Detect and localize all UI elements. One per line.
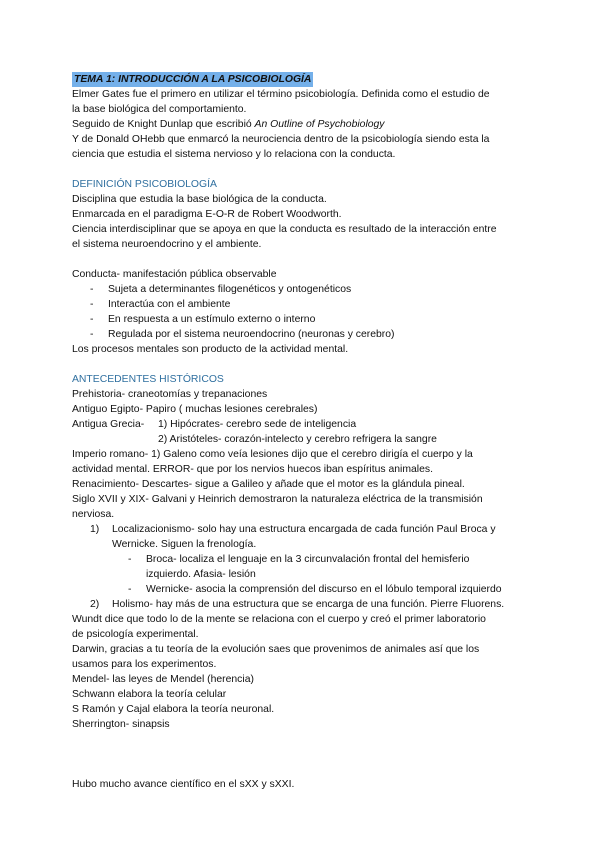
grecia-item: 1) Hipócrates- cerebro sede de inteligencia [158,419,357,430]
ramon-line: S Ramón y Cajal elabora la teoría neuronal. [72,704,275,715]
page-title: TEMA 1: INTRODUCCIÓN A LA PSICOBIOLOGÍA [74,74,312,85]
spacer [72,252,532,267]
list-item [72,297,532,312]
darwin-line: Darwin, gracias a tu teoría de la evolución saes que provenimos de animales así que los [72,644,480,655]
number-marker: 2) [90,599,100,610]
sub-list-item-continuation: izquierdo. Afasia- lesión [146,569,256,580]
numbered-item [72,522,532,537]
definicion-line: el sistema neuroendocrino y el ambiente. [72,239,262,250]
list-item [72,282,532,297]
sherrington-line: Sherrington- sinapsis [72,719,170,730]
bullet-dash: - [90,299,94,310]
intro-line [72,117,532,132]
siglo-line: nerviosa. [72,509,115,520]
intro-line: la base biológica del comportamiento. [72,104,247,115]
imperio-line: Imperio romano- 1) Galeno como veía lesiones dijo que el cerebro dirigía el cuerpo y la [72,449,473,460]
sub-list-item-text: Broca- localiza el lenguaje en la 3 circunvalación frontal del hemisferio [146,554,470,565]
intro-line: Y de Donald OHebb que enmarcó la neurociencia dentro de la psicobiología siendo esta la [72,134,490,145]
egipto-line: Antiguo Egipto- Papiro ( muchas lesiones cerebrales) [72,404,318,415]
numbered-item-text: Holismo- hay más de una estructura que se encarga de una función. Pierre Fluorens. [112,599,505,610]
bullet-dash: - [90,314,94,325]
intro-text: Seguido de Knight Dunlap que escribió [72,119,255,130]
siglo-line: Siglo XVII y XIX- Galvani y Heinrich demostraron la naturaleza eléctrica de la transmisión [72,494,483,505]
grecia-line [72,417,532,432]
section-heading-definicion: DEFINICIÓN PSICOBIOLOGÍA [72,179,217,190]
renacimiento-line: Renacimiento- Descartes- sigue a Galileo y añade que el motor es la glándula pineal. [72,479,465,490]
numbered-item-text: Localizacionismo- solo hay una estructura encargada de cada función Paul Broca y [112,524,496,535]
grecia-label: Antigua Grecia- [72,419,145,430]
numbered-item [72,597,532,612]
definicion-line: Ciencia interdisciplinar que se apoya en que la conducta es resultado de la interacción entre [72,224,497,235]
list-item [72,312,532,327]
closing-line: Hubo mucho avance científico en el sXX y sXXI. [72,779,295,790]
spacer [72,732,532,777]
definicion-line: Enmarcada en el paradigma E-O-R de Robert Woodworth. [72,209,342,220]
intro-line: ciencia que estudia el sistema nervioso y lo relaciona con la conducta. [72,149,396,160]
sub-list-item [72,552,532,567]
sub-list-item-text: Wernicke- asocia la comprensión del discurso en el lóbulo temporal izquierdo [146,584,502,595]
bullet-dash: - [90,284,94,295]
conducta-intro: Conducta- manifestación pública observable [72,269,277,280]
intro-line: Elmer Gates fue el primero en utilizar el término psicobiología. Definida como el estudio de [72,89,490,100]
grecia-item: 2) Aristóteles- corazón-intelecto y cerebro refrigera la sangre [158,434,437,445]
spacer [72,162,532,177]
spacer [72,357,532,372]
list-item [72,327,532,342]
prehistoria-line: Prehistoria- craneotomías y trepanaciones [72,389,268,400]
list-item-text: Regulada por el sistema neuroendocrino (neuronas y cerebro) [108,329,395,340]
darwin-line: usamos para los experimentos. [72,659,217,670]
mendel-line: Mendel- las leyes de Mendel (herencia) [72,674,254,685]
document-body [72,72,532,792]
numbered-item-continuation: Wernicke. Siguen la frenología. [112,539,257,550]
bullet-dash: - [128,584,132,595]
definicion-line: Disciplina que estudia la base biológica de la conducta. [72,194,327,205]
wundt-line: de psicología experimental. [72,629,199,640]
bullet-dash: - [128,554,132,565]
section-heading-antecedentes: ANTECEDENTES HISTÓRICOS [72,374,224,385]
list-item-text: En respuesta a un estímulo externo o interno [108,314,316,325]
sub-list-item [72,582,532,597]
wundt-line: Wundt dice que todo lo de la mente se relaciona con el cuerpo y creó el primer laboratorio [72,614,486,625]
imperio-line: actividad mental. ERROR- que por los nervios huecos iban espíritus animales. [72,464,433,475]
list-item-text: Interactúa con el ambiente [108,299,231,310]
bullet-dash: - [90,329,94,340]
list-item-text: Sujeta a determinantes filogenéticos y ontogenéticos [108,284,352,295]
book-title: An Outline of Psychobiology [254,119,385,130]
schwann-line: Schwann elabora la teoría celular [72,689,227,700]
number-marker: 1) [90,524,100,535]
conducta-closing: Los procesos mentales son producto de la actividad mental. [72,344,349,355]
